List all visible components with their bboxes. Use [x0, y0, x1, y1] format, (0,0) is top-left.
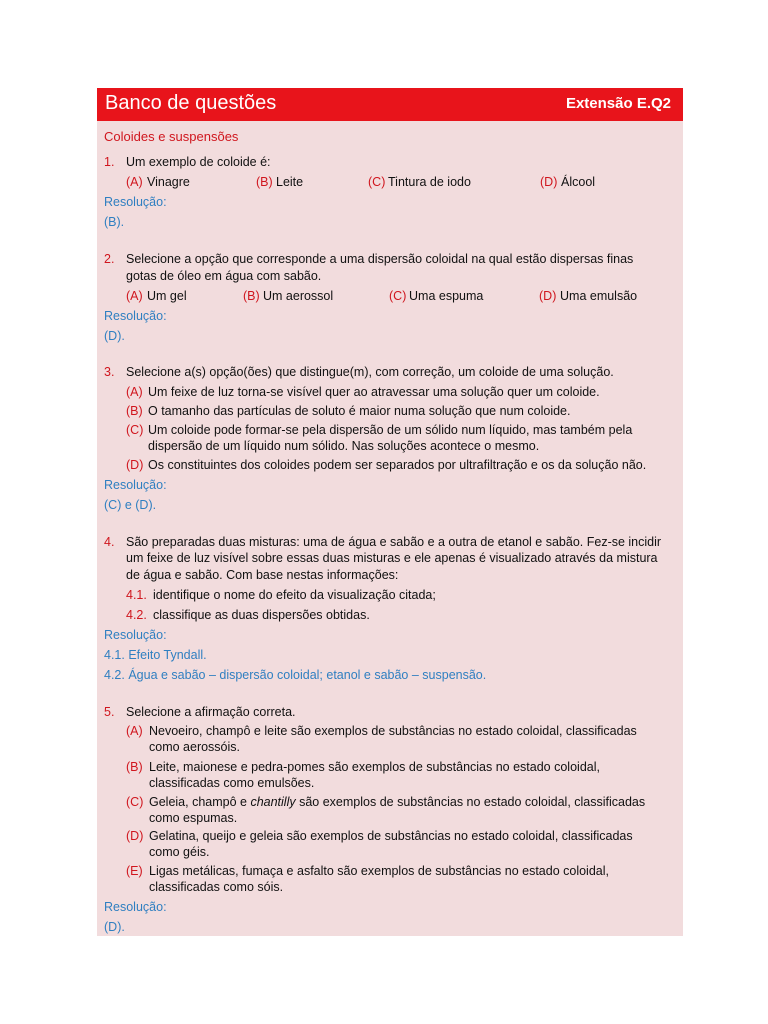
- q2-option-a: Um gel: [147, 289, 187, 303]
- q1-option-d: Álcool: [561, 175, 596, 189]
- page-title: Banco de questões: [105, 92, 277, 114]
- q2-text-line1: Selecione a opção que corresponde a uma dispersão coloidal na qual estão dispersas finas: [126, 252, 634, 266]
- q5-option-c-line2: como espumas.: [149, 811, 238, 825]
- q1-option-b: Leite: [276, 175, 304, 189]
- q5-option-e-line2: classificadas como sóis.: [149, 880, 284, 894]
- q3-option-a-letter: (A): [126, 385, 143, 399]
- q1-answer: (B).: [104, 215, 125, 229]
- q5-option-c-pre: Geleia, champô e: [149, 795, 251, 809]
- q2-option-c: Uma espuma: [409, 289, 484, 303]
- q3-option-c-letter: (C): [126, 423, 144, 437]
- q2-text-line2: gotas de óleo em água com sabão.: [126, 269, 322, 283]
- extension-tag: Extensão E.Q2: [565, 95, 671, 112]
- header-bar: [97, 88, 683, 121]
- q5-option-c-line1: [149, 794, 645, 810]
- q4-sub2-text: classifique as duas dispersões obtidas.: [153, 608, 370, 622]
- q5-option-e-letter: (E): [126, 864, 143, 878]
- q1-option-a-letter: (A): [126, 175, 143, 189]
- q1-text: Um exemplo de coloide é:: [126, 155, 271, 169]
- q3-option-d: Os constituintes dos coloides podem ser separados por ultrafiltração e os da solução não.: [148, 458, 647, 472]
- q3-option-b-letter: (B): [126, 404, 143, 418]
- q3-answer: (C) e (D).: [104, 498, 157, 512]
- q4-text-line1: São preparadas duas misturas: uma de água e sabão e a outra de etanol e sabão. Fez-se incidir: [126, 535, 662, 549]
- q3-option-a: Um feixe de luz torna-se visível quer ao atravessar uma solução quer um coloide.: [148, 385, 600, 399]
- q1-resolution-label: Resolução:: [104, 195, 167, 209]
- q5-number: 5.: [104, 705, 115, 719]
- section-title: Coloides e suspensões: [104, 129, 239, 144]
- q4-text-line3: de água e sabão. Com base nestas informações:: [126, 568, 399, 582]
- q2-option-c-letter: (C): [389, 289, 407, 303]
- q5-option-c-post: são exemplos de substâncias no estado coloidal, classificadas: [295, 795, 646, 809]
- q3-resolution-label: Resolução:: [104, 478, 167, 492]
- q3-number: 3.: [104, 365, 115, 379]
- q3-option-d-letter: (D): [126, 458, 144, 472]
- q5-option-a-line1: Nevoeiro, champô e leite são exemplos de substâncias no estado coloidal, classificadas: [149, 724, 637, 738]
- q5-option-d-letter: (D): [126, 829, 144, 843]
- q4-text-line2: um feixe de luz visível sobre essas duas misturas e ele apenas é visualizado através da mistura: [126, 551, 658, 565]
- q5-option-e-line1: Ligas metálicas, fumaça e asfalto são exemplos de substâncias no estado coloidal,: [149, 864, 609, 878]
- q1-option-c-letter: (C): [368, 175, 386, 189]
- q2-number: 2.: [104, 252, 115, 266]
- q5-text: Selecione a afirmação correta.: [126, 705, 296, 719]
- q5-answer: (D).: [104, 920, 125, 934]
- q1-option-d-letter: (D): [540, 175, 558, 189]
- q4-sub2-number: 4.2.: [126, 608, 147, 622]
- q5-option-a-letter: (A): [126, 724, 143, 738]
- q2-resolution-label: Resolução:: [104, 309, 167, 323]
- q2-option-d-letter: (D): [539, 289, 557, 303]
- q5-option-b-line1: Leite, maionese e pedra-pomes são exemplos de substâncias no estado coloidal,: [149, 760, 600, 774]
- q4-number: 4.: [104, 535, 115, 549]
- q2-option-d: Uma emulsão: [560, 289, 638, 303]
- q4-resolution-label: Resolução:: [104, 628, 167, 642]
- q5-resolution-label: Resolução:: [104, 900, 167, 914]
- q2-option-b-letter: (B): [243, 289, 260, 303]
- q5-option-c-italic: chantilly: [250, 795, 296, 809]
- q3-option-c-line1: Um coloide pode formar-se pela dispersão de um sólido num líquido, mas também pela: [148, 423, 633, 437]
- q5-option-d-line2: como géis.: [149, 845, 210, 859]
- q1-number: 1.: [104, 155, 115, 169]
- q3-option-c-line2: dispersão de um líquido num sólido. Nas soluções acontece o mesmo.: [148, 439, 540, 453]
- q3-option-b: O tamanho das partículas de soluto é maior numa solução que num coloide.: [148, 404, 571, 418]
- q5-option-d-line1: Gelatina, queijo e geleia são exemplos de substâncias no estado coloidal, classificadas: [149, 829, 633, 843]
- q5-option-b-letter: (B): [126, 760, 143, 774]
- q2-answer: (D).: [104, 329, 125, 343]
- q4-answer-1: 4.1. Efeito Tyndall.: [104, 648, 207, 662]
- q5-option-c-letter: (C): [126, 795, 144, 809]
- q2-option-a-letter: (A): [126, 289, 143, 303]
- q1-option-a: Vinagre: [147, 175, 190, 189]
- q5-option-b-line2: classificadas como emulsões.: [149, 776, 315, 790]
- q5-option-a-line2: como aerossóis.: [149, 740, 241, 754]
- q1-option-b-letter: (B): [256, 175, 273, 189]
- q4-sub1-text: identifique o nome do efeito da visualização citada;: [153, 588, 436, 602]
- q4-answer-2: 4.2. Água e sabão – dispersão coloidal; etanol e sabão – suspensão.: [104, 668, 487, 682]
- q3-text: Selecione a(s) opção(ões) que distingue(m), com correção, um coloide de uma solução.: [126, 365, 614, 379]
- q1-option-c: Tintura de iodo: [388, 175, 471, 189]
- q2-option-b: Um aerossol: [263, 289, 334, 303]
- q4-sub1-number: 4.1.: [126, 588, 147, 602]
